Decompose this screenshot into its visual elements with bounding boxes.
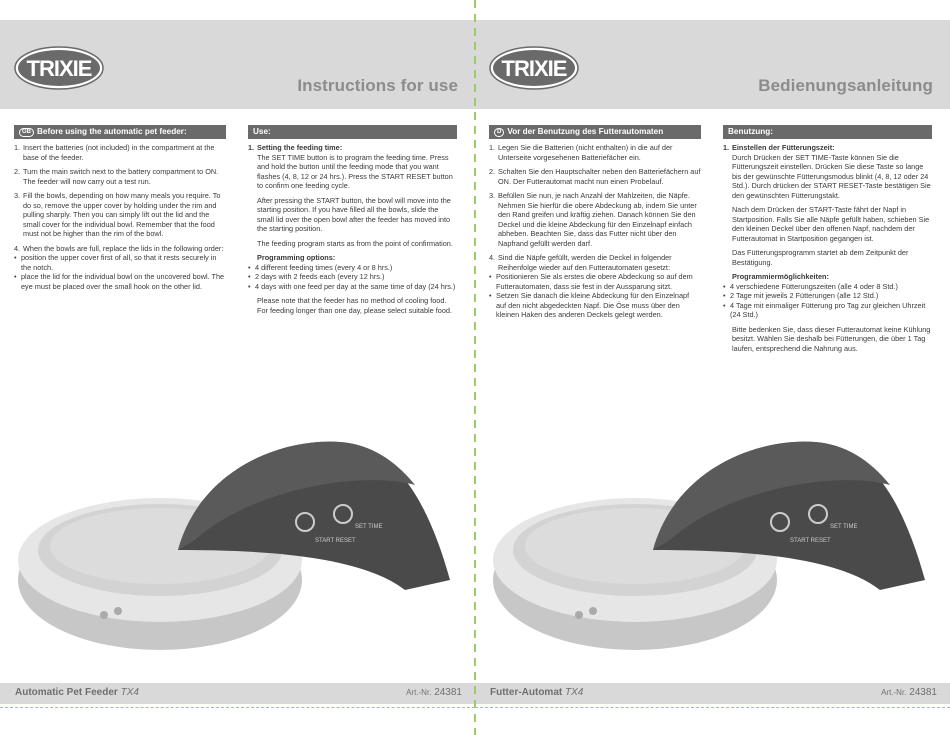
paragraph: After pressing the START button, the bowl will move into the starting position. If you have filled all the bowls, slide the small lid over the open bowl after the feeder has moved into the starting position. xyxy=(257,195,451,233)
list-item: 1. Legen Sie die Batterien (nicht enthalten) in die auf der Unterseite vorgesehenen Batteriefächer ein. xyxy=(489,143,673,162)
section-heading: Use: xyxy=(248,125,457,139)
bullet-item: • 2 Tage mit jeweils 2 Fütterungen (alle 12 Std.) xyxy=(723,291,932,301)
options-list xyxy=(723,282,932,320)
bullet-list xyxy=(14,253,226,291)
list-item: 1. Insert the batteries (not included) in the compartment at the base of the feeder. xyxy=(14,143,215,162)
paragraph: Durch Drücken der SET TIME-Taste können Sie die Fütterungszeit einstellen. Drücken Sie diese Taste so lange bis der gewünschte Fütterungsmodus blinkt (4, 8, 12 oder 24 Std.). Durch drücken der START RESET-Taste bestätigen Sie den gewünschten Fütterungstakt. xyxy=(732,152,931,200)
footer-product: Automatic Pet Feeder TX4 xyxy=(15,687,139,698)
trixie-logo xyxy=(14,46,104,90)
start-reset-label: START RESET xyxy=(790,538,831,544)
page-footer xyxy=(0,683,475,704)
set-time-label: SET TIME xyxy=(830,524,858,530)
paragraph: The SET TIME button is to program the feeding time. Press and hold the button until the feeding mode that you want flashes (4, 8, 12 or 24 hrs.). Press the START RESET button to confirm one feeding cycle. xyxy=(257,152,453,190)
crop-line-bottom xyxy=(475,707,950,708)
svg-text:TRIXIE: TRIXIE xyxy=(501,56,567,81)
steps-list xyxy=(248,143,457,191)
page-german xyxy=(475,0,950,735)
paragraph: Bitte bedenken Sie, dass dieser Futterautomat keine Kühlung besitzt. Wählen Sie deshalb bei Fütterungen, die über 1 Tag laufen, entsprechend die Nahrung aus. xyxy=(732,324,931,353)
list-item: 3. Fill the bowls, depending on how many meals you require. To do so, remove the upper cover by holding under the rim and pulling sharply. Then you can simply lift out the lid and the small cover for the individual bowl. Remember that the food must not be higher than the rim of the bowl. xyxy=(14,191,221,238)
footer-product: Futter-Automat TX4 xyxy=(490,687,584,698)
column-use xyxy=(248,125,457,320)
page-footer xyxy=(475,683,950,704)
step-title: Setting the feeding time: xyxy=(257,143,343,152)
bullet-item: • 4 Tage mit einmaliger Fütterung pro Tag zur gleichen Uhrzeit (24 Std.) xyxy=(723,301,932,320)
page-header xyxy=(475,20,950,109)
bullet-item: • 4 verschiedene Fütterungszeiten (alle 4 oder 8 Std.) xyxy=(723,282,932,292)
options-title: Programmiermöglichkeiten: xyxy=(732,272,829,281)
language-flag-icon: GB xyxy=(19,128,34,137)
trixie-logo xyxy=(489,46,579,90)
crop-line-bottom xyxy=(0,707,475,708)
footer-article-number: Art.-Nr. 24381 xyxy=(881,687,937,698)
bullet-item: • Setzen Sie danach die kleine Abdeckung für den Einzelnapf auf den nicht abgedeckten Napf. Die Öse muss über den kleinen Haken des anderen Deckels gelegt werden. xyxy=(489,291,701,320)
column-before-use xyxy=(14,125,226,291)
bullet-item: • position the upper cover first of all, so that it rests securely in the notch. xyxy=(14,253,226,272)
feeder-illustration xyxy=(475,430,950,670)
feeder-illustration xyxy=(0,430,475,670)
options-title: Programming options: xyxy=(257,253,336,262)
bullet-item: • place the lid for the individual bowl on the uncovered bowl. The eye must be placed over the small hook on the other lid. xyxy=(14,272,226,291)
list-item: 4. Sind die Näpfe gefüllt, werden die Deckel in folgender Reihenfolge wieder auf den Futterautomaten gesetzt: xyxy=(489,253,672,272)
column-use xyxy=(723,125,932,358)
list-item: 2. Turn the main switch next to the battery compartment to ON. The feeder will now carry out a test run. xyxy=(14,167,219,186)
set-time-label: SET TIME xyxy=(355,524,383,530)
paragraph: Das Fütterungsprogramm startet ab dem Zeitpunkt der Bestätigung. xyxy=(732,248,909,267)
footer-article-number: Art.-Nr. 24381 xyxy=(406,687,462,698)
paragraph: Please note that the feeder has no method of cooling food. For feeding longer than one day, please select suitable food. xyxy=(257,296,452,315)
paragraph: Nach dem Drücken der START-Taste fährt der Napf in Startposition. Falls Sie alle Näpfe gefüllt haben, schieben Sie den kleinen Deckel über den offenen Napf, nachdem der Futterautomat in Startposition gegangen ist. xyxy=(732,205,930,243)
list-item: 3. Befüllen Sie nun, je nach Anzahl der Mahlzeiten, die Näpfe. Nehmen Sie hierfür die obere Abdeckung ab, indem Sie unter den Rand greifen und kräftig ziehen. Danach können Sie den Deckel und die kleine Abdeckung für den Einzelnapf einfach abheben. Beachten Sie, dass das Futter nicht über den Napfrand gefüllt werden darf. xyxy=(489,191,697,248)
paragraph: The feeding program starts as from the point of confirmation. xyxy=(257,238,453,248)
start-reset-label: START RESET xyxy=(315,538,356,544)
bullet-item: • 2 days with 2 feeds each (every 12 hrs.) xyxy=(248,272,457,282)
page-title: Instructions for use xyxy=(297,76,458,95)
list-item: 1. Setting the feeding time: The SET TIME button is to program the feeding time. Press and hold the button until the feeding mode that you want flashes (4, 8, 12 or 24 hrs.). Press the START RESET button to confirm one feeding cycle. xyxy=(248,143,453,190)
section-heading: GB Before using the automatic pet feeder: xyxy=(14,125,226,139)
bullet-list xyxy=(489,272,701,320)
column-before-use xyxy=(489,125,701,320)
section-heading: D Vor der Benutzung des Futterautomaten xyxy=(489,125,701,139)
steps-list xyxy=(489,143,701,272)
section-heading: Benutzung: xyxy=(723,125,932,139)
bullet-item: • 4 different feeding times (every 4 or 8 hrs.) xyxy=(248,263,457,273)
bullet-item: • Positionieren Sie als erstes die obere Abdeckung so auf dem Futterautomaten, dass sie fest in der Aussparung sitzt. xyxy=(489,272,701,291)
list-item: 1. Einstellen der Fütterungszeit: Durch Drücken der SET TIME-Taste können Sie die Fütterungszeit einstellen. Drücken Sie diese Taste so lange bis der gewünschte Fütterungsmodus blinkt (4, 8, 12 oder 24 Std.). Durch drücken der START RESET-Taste bestätigen Sie den gewünschten Fütterungstakt. xyxy=(723,143,931,200)
step-title: Einstellen der Fütterungszeit: xyxy=(732,143,835,152)
page-title: Bedienungsanleitung xyxy=(758,76,933,95)
steps-list xyxy=(14,143,226,253)
list-item: 4. When the bowls are full, replace the lids in the following order: xyxy=(14,243,224,253)
center-fold-line xyxy=(474,0,476,735)
options-list xyxy=(248,263,457,292)
list-item: 2. Schalten Sie den Hauptschalter neben den Batteriefächern auf ON. Der Futterautomat macht nun einen Probelauf. xyxy=(489,167,701,186)
language-flag-icon: D xyxy=(494,128,504,137)
page-header xyxy=(0,20,475,109)
bullet-item: • 4 days with one feed per day at the same time of day (24 hrs.) xyxy=(248,282,457,292)
svg-text:TRIXIE: TRIXIE xyxy=(26,56,92,81)
steps-list xyxy=(723,143,932,200)
